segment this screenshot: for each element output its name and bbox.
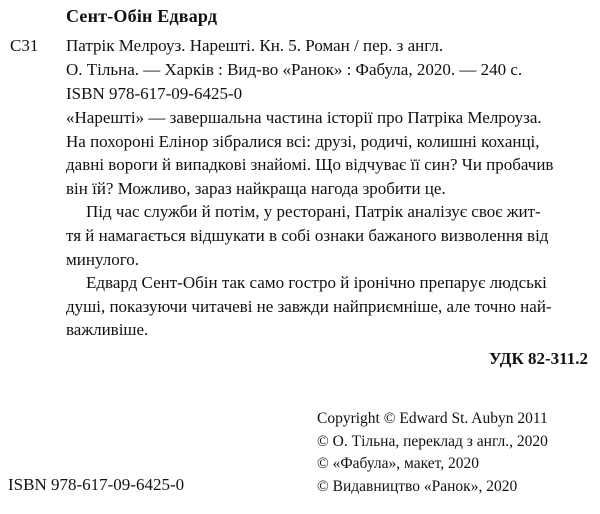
biblio-isbn: ISBN 978-617-09-6425-0 [66,84,243,103]
annotation-line: важливіше. [66,320,149,340]
copyright-block [317,408,597,498]
copyright-line: © О. Тільна, переклад з англ., 2020 [317,432,548,450]
copyright-line: © «Фабула», макет, 2020 [317,455,479,472]
classification-code: С31 [10,36,39,55]
copyright-line: Copyright © Edward St. Aubyn 2011 [317,410,548,427]
annotation-line: Едвард Сент-Обін так само гостро й іронічно препарує людські [86,273,547,293]
isbn-bottom: ISBN 978-617-09-6425-0 [8,475,185,494]
biblio-line: О. Тільна. — Харків : Вид-во «Ранок» : Фабула, 2020. — 240 с. [66,60,523,79]
udk-code: УДК 82-311.2 [488,349,588,368]
annotation-line: давні вороги й випадкові знайомі. Що відчуває її син? Чи пробачив [66,155,554,175]
annotation-line: тя й намагається відшукати в собі ознаки бажаного визволення від [66,225,549,245]
annotation [66,106,590,342]
biblio-line: Патрік Мелроуз. Нарешті. Кн. 5. Роман / пер. з англ. [66,36,444,55]
annotation-line: він їй? Можливо, зараз найкраща нагода зробити це. [66,178,446,198]
bibliographic-record [66,34,590,106]
annotation-line: минулого. [66,249,139,269]
author-name: Сент-Обін Едвард [66,6,218,26]
copyright-line: © Видавництво «Ранок», 2020 [317,477,518,495]
annotation-line: Під час служби й потім, у ресторані, Патрік аналізує своє жит- [86,202,541,222]
annotation-line: На похороні Елінор зібралися всі: друзі, родичі, колишні коханці, [66,131,540,151]
annotation-line: душі, показуючи читачеві не завжди найприємніше, але точно най- [66,296,552,316]
annotation-line: «Нарешті» — завершальна частина історії про Патріка Мелроуза. [66,108,542,127]
